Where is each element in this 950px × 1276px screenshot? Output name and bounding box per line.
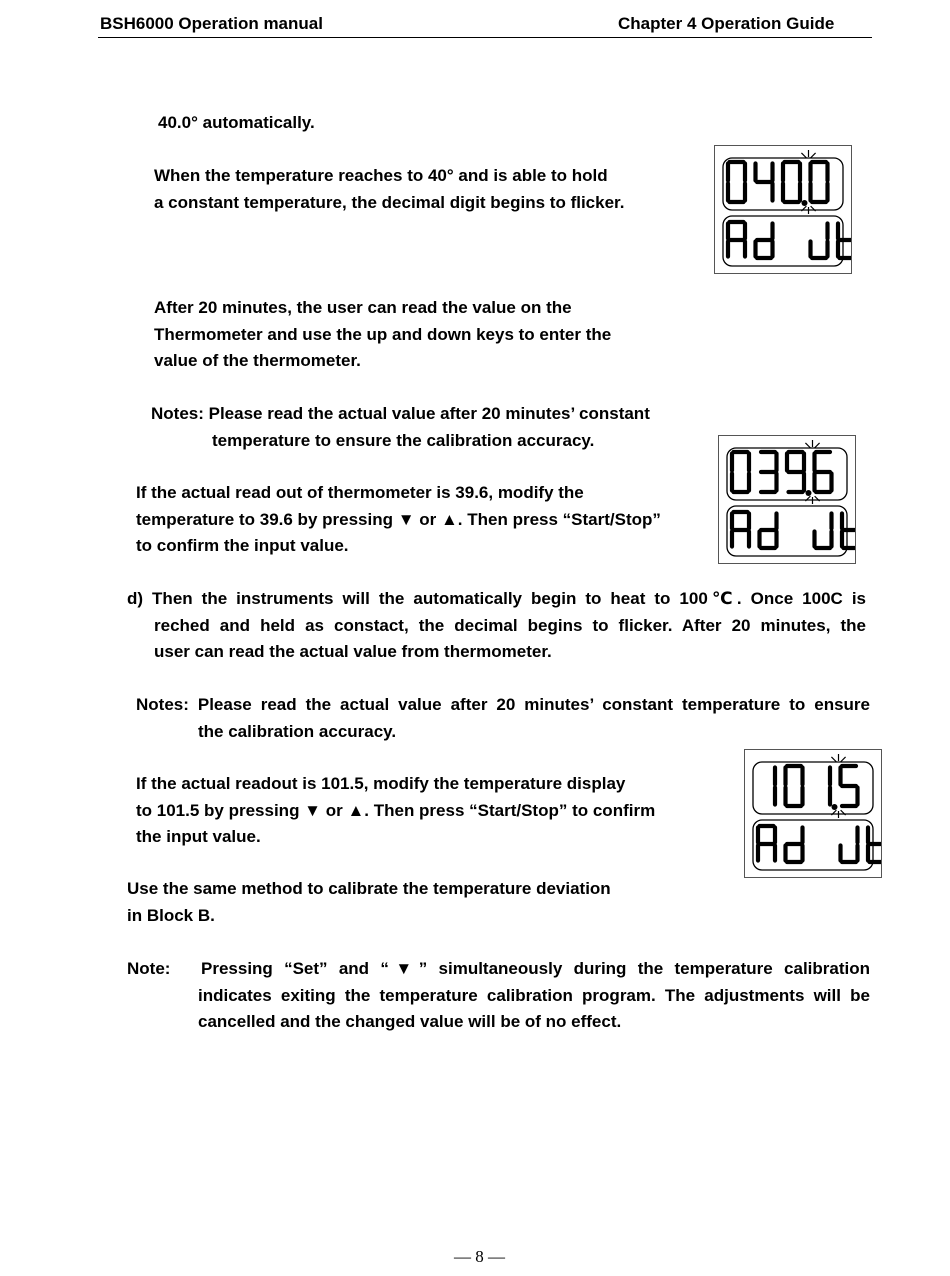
text-line: temperature to ensure the calibration accuracy. bbox=[212, 430, 595, 450]
text-line: to 101.5 by pressing ▼ or ▲. Then press “Start/Stop” to confirm bbox=[136, 800, 656, 820]
paragraph-read-thermometer bbox=[154, 295, 611, 375]
text-line: value of the thermometer. bbox=[154, 351, 361, 370]
text-line: If the actual read out of thermometer is 39.6, modify the bbox=[136, 483, 584, 502]
flicker-indicator bbox=[831, 754, 845, 762]
text-line: to confirm the input value. bbox=[136, 536, 349, 555]
text-line: Notes: Please read the actual value after 20 minutes’ constant temperature to ensure bbox=[136, 695, 870, 714]
header-chapter-title: Chapter 4 Operation Guide bbox=[618, 14, 835, 33]
paragraph-step-d bbox=[127, 586, 866, 666]
text-line: When the temperature reaches to 40° and is able to hold bbox=[154, 166, 608, 185]
lcd-decimal-point bbox=[806, 490, 812, 496]
lcd-decimal-point bbox=[832, 804, 838, 810]
notes-calibration-accuracy bbox=[151, 401, 650, 454]
text-line: temperature to 39.6 by pressing ▼ or ▲. Then press “Start/Stop” bbox=[136, 509, 661, 529]
notes-calibration-accuracy-2 bbox=[136, 692, 870, 745]
header-manual-title: BSH6000 Operation manual bbox=[100, 14, 323, 33]
text-line: indicates exiting the temperature calibration program. The adjustments will be bbox=[198, 985, 870, 1005]
note-label: Note: bbox=[127, 959, 171, 978]
flicker-indicator bbox=[805, 440, 819, 448]
flicker-indicator bbox=[801, 150, 815, 158]
text-line: d) Then the instruments will the automatically begin to heat to 100℃. Once 100C is bbox=[127, 589, 866, 608]
paragraph-modify-101-5 bbox=[136, 771, 655, 851]
paragraph-modify-39-6 bbox=[136, 480, 661, 560]
header-rule bbox=[98, 37, 872, 38]
note-exit-calibration bbox=[198, 956, 870, 1036]
text-line: the input value. bbox=[136, 827, 261, 846]
text-line: Notes: Please read the actual value after 20 minutes’ constant bbox=[151, 404, 650, 423]
lcd-display-039-6 bbox=[718, 435, 856, 564]
text-line: the calibration accuracy. bbox=[198, 721, 397, 741]
text-line: user can read the actual value from thermometer. bbox=[154, 642, 552, 661]
lcd-display-101-5 bbox=[744, 749, 882, 878]
paragraph-automatically: 40.0° automatically. bbox=[158, 113, 315, 132]
lcd-display-040-0 bbox=[714, 145, 852, 274]
text-line: cancelled and the changed value will be of no effect. bbox=[198, 1012, 622, 1031]
text-line: Use the same method to calibrate the temperature deviation bbox=[127, 879, 611, 898]
text-line: in Block B. bbox=[127, 905, 215, 925]
text-line: a constant temperature, the decimal digit begins to flicker. bbox=[154, 192, 625, 212]
text-line: After 20 minutes, the user can read the value on the bbox=[154, 298, 572, 317]
text-line: Thermometer and use the up and down keys to enter the bbox=[154, 324, 612, 344]
lcd-decimal-point bbox=[802, 200, 808, 206]
text-line: If the actual readout is 101.5, modify the temperature display bbox=[136, 774, 626, 793]
text-line: Pressing “Set” and “▼” simultaneously during the temperature calibration bbox=[201, 959, 870, 978]
page-number: — 8 — bbox=[454, 1247, 505, 1266]
text-line: reched and held as constact, the decimal begins to flicker. After 20 minutes, the bbox=[154, 615, 866, 635]
paragraph-temperature-reached bbox=[154, 163, 624, 216]
paragraph-block-b bbox=[127, 876, 611, 929]
